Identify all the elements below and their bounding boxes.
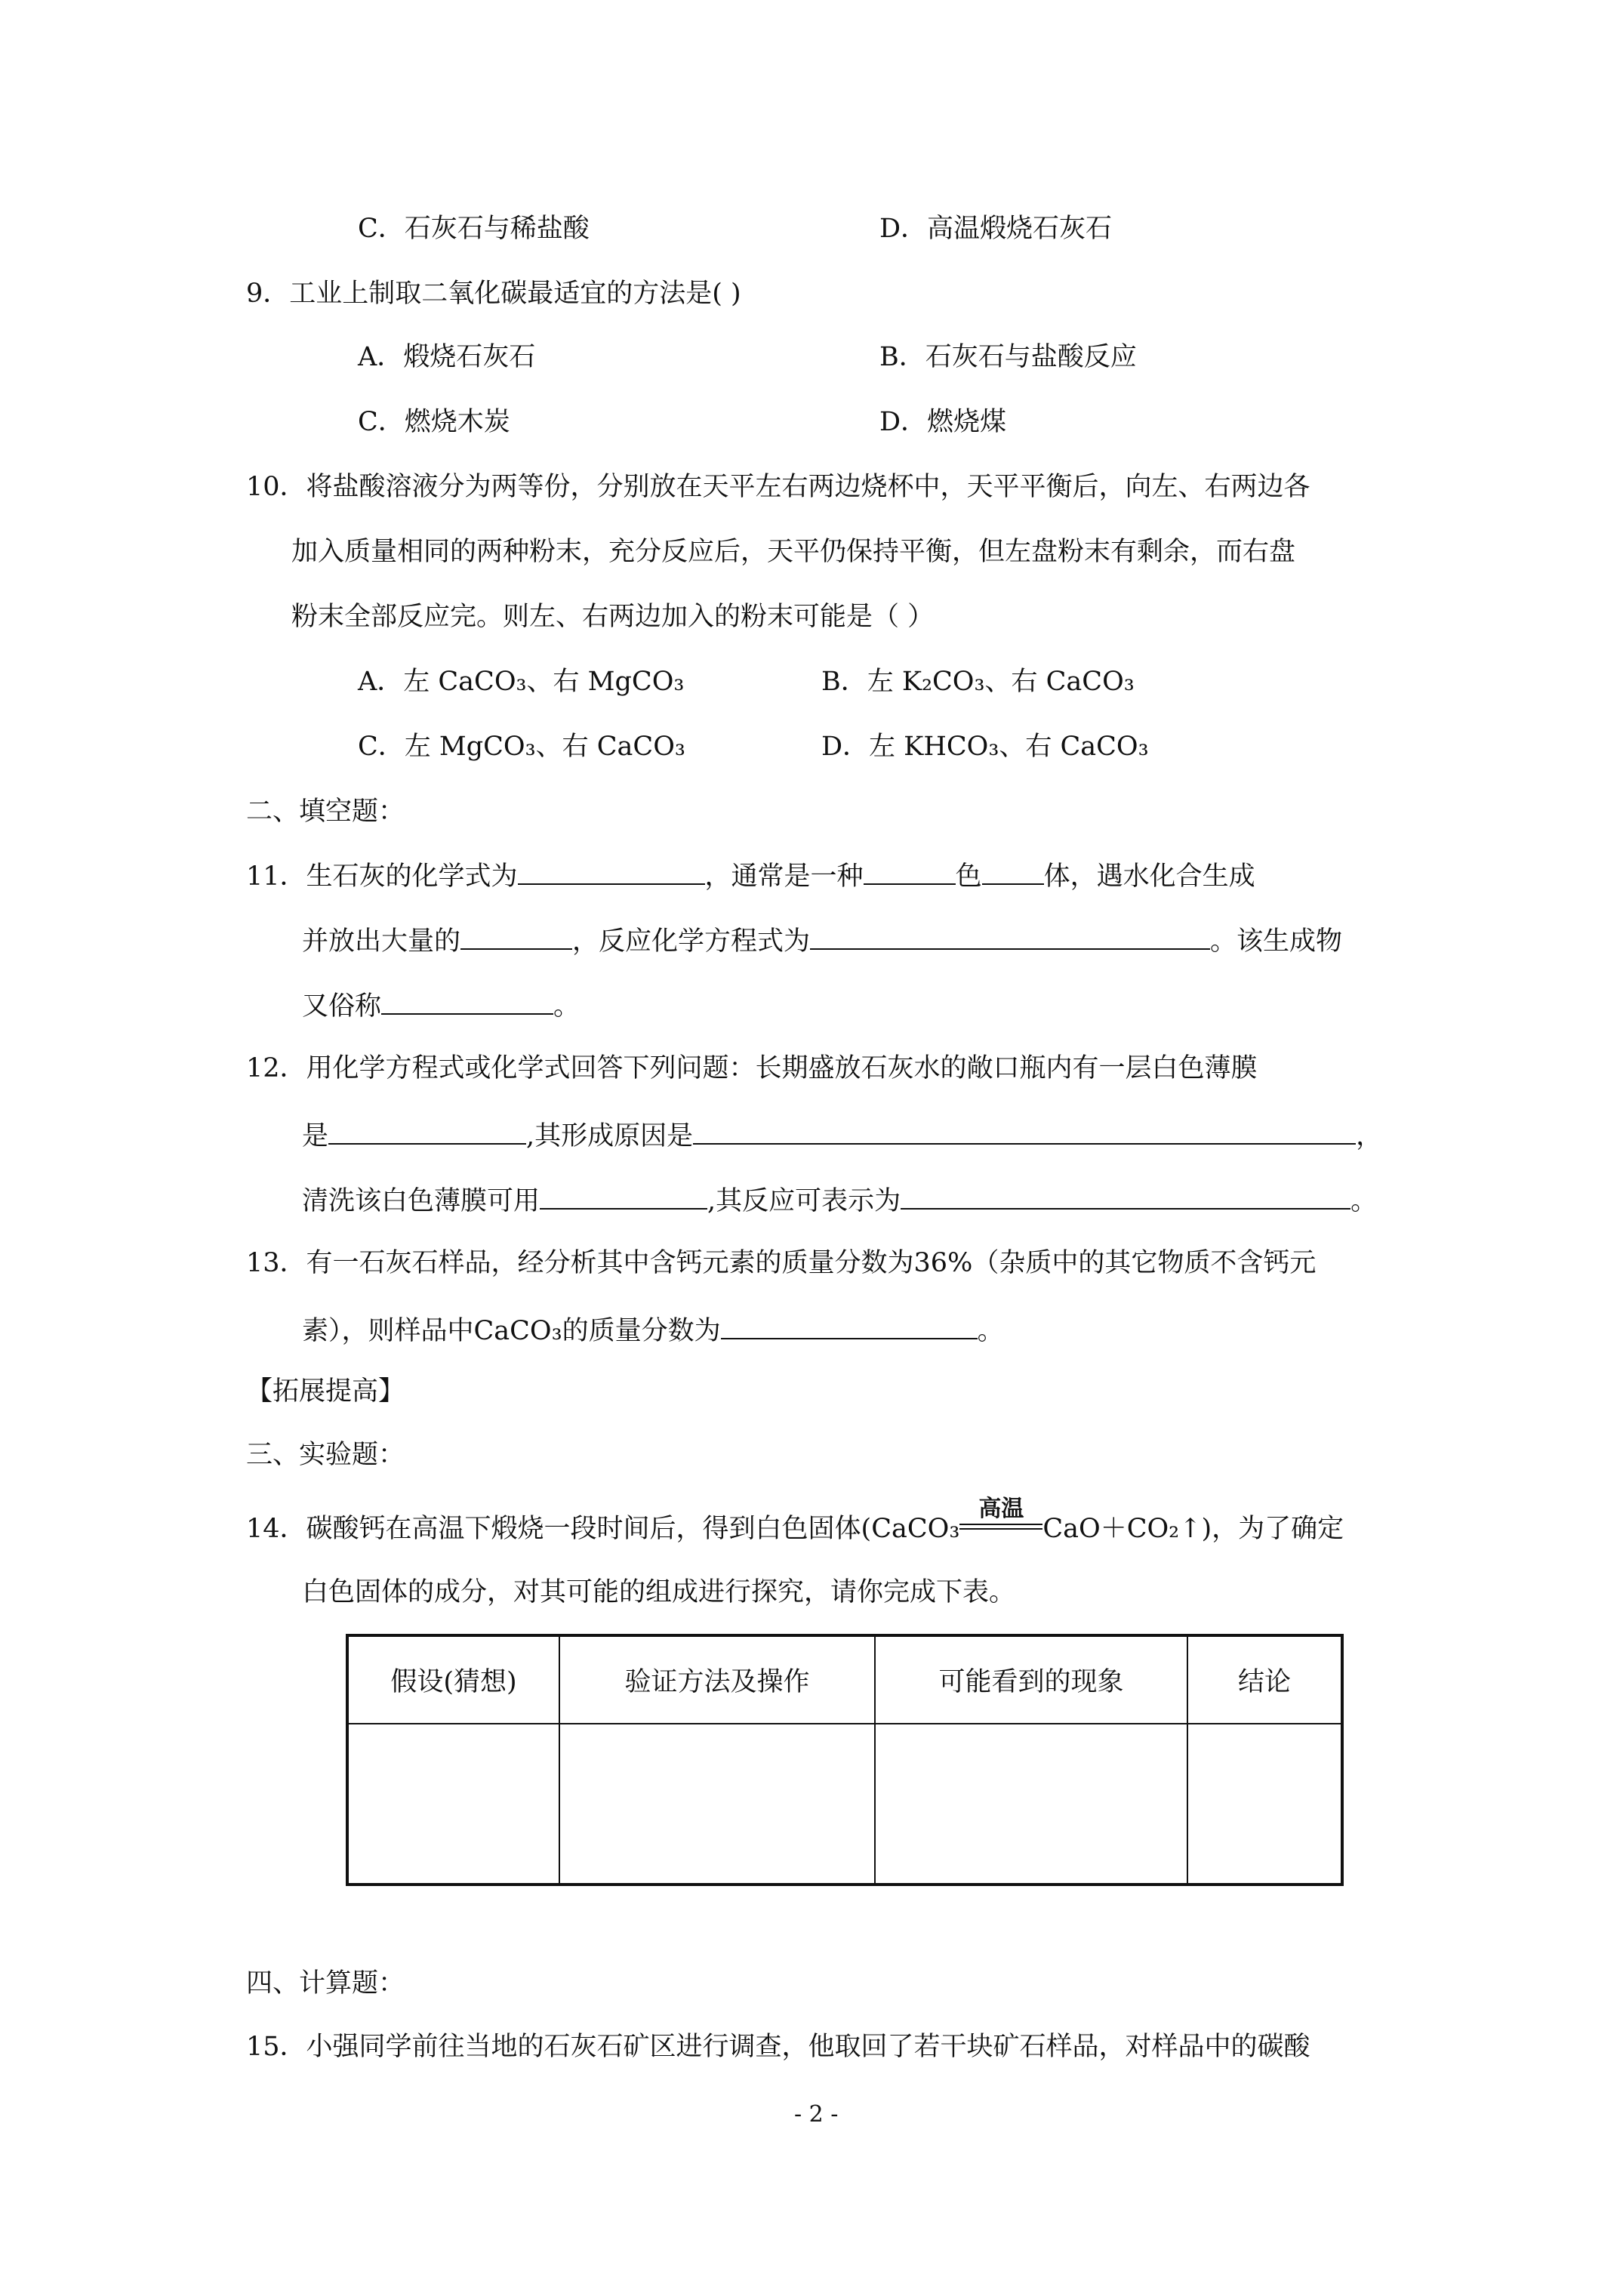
answer-blank[interactable] [328, 1120, 526, 1145]
answer-blank[interactable] [540, 1185, 707, 1210]
q12-text-1: 是 [302, 1121, 329, 1151]
q12-line3 [302, 1185, 1377, 1215]
q11-text-6: ，反应化学方程式为 [572, 926, 811, 957]
q9-stem: 9．工业上制取二氧化碳最适宜的方法是( ) [246, 279, 741, 309]
reaction-condition-arrow [959, 1496, 1042, 1537]
answer-blank[interactable] [982, 861, 1044, 885]
q9-option-c: C．燃烧木炭 [358, 407, 510, 437]
table-answer-cell[interactable] [559, 1724, 875, 1885]
q11-line2 [302, 926, 1342, 955]
q8-option-d: D．高温煅烧石灰石 [879, 214, 1113, 244]
q11-text-1: 11．生石灰的化学式为 [246, 861, 518, 892]
q9-option-d: D．燃烧煤 [879, 407, 1007, 437]
table-header-cell: 结论 [1187, 1635, 1342, 1724]
q14-text-1: 14．碳酸钙在高温下煅烧一段时间后，得到白色固体(CaCO₃ [246, 1514, 960, 1544]
section-fill-in-heading: 二、填空题： [246, 797, 405, 827]
table-answer-cell[interactable] [1187, 1724, 1342, 1885]
q12-text-6: 。 [1350, 1186, 1378, 1216]
table-header-cell: 假设(猜想) [347, 1635, 559, 1724]
section-experiment-heading: 三、实验题： [246, 1440, 405, 1470]
answer-blank[interactable] [460, 926, 572, 950]
table-row [347, 1724, 1342, 1885]
q14-line1 [246, 1496, 1344, 1544]
answer-blank[interactable] [693, 1120, 1356, 1145]
table-answer-cell[interactable] [347, 1724, 559, 1885]
q10-line3: 粉末全部反应完。则左、右两边加入的粉末可能是（ ） [291, 602, 935, 632]
q11-text-2: ，通常是一种 [704, 861, 864, 892]
answer-blank[interactable] [518, 861, 705, 885]
q11-line3 [302, 991, 580, 1020]
q13-text-1: 素），则样品中CaCO₃的质量分数为 [302, 1316, 721, 1346]
q12-line2 [302, 1120, 1382, 1150]
answer-blank[interactable] [864, 861, 956, 885]
q12-line1: 12．用化学方程式或化学式回答下列问题：长期盛放石灰水的敞口瓶内有一层白色薄膜 [246, 1053, 1258, 1083]
q9-option-a: A．煅烧石灰石 [358, 342, 536, 372]
table-header-cell: 可能看到的现象 [875, 1635, 1187, 1724]
table-header-cell: 验证方法及操作 [559, 1635, 875, 1724]
q13-line2 [302, 1315, 1004, 1345]
equation-rule [959, 1528, 1042, 1530]
table-answer-cell[interactable] [875, 1724, 1187, 1885]
experiment-table [346, 1634, 1344, 1886]
q12-text-3: ， [1356, 1121, 1383, 1151]
q8-option-c: C．石灰石与稀盐酸 [358, 214, 590, 244]
q15-line1: 15．小强同学前往当地的石灰石矿区进行调查，他取回了若干块矿石样品，对样品中的碳酸 [246, 2032, 1310, 2062]
extension-heading: 【拓展提高】 [246, 1376, 405, 1407]
table-header-row [347, 1635, 1342, 1724]
answer-blank[interactable] [901, 1185, 1350, 1210]
q10-option-c: C．左 MgCO₃、右 CaCO₃ [358, 732, 685, 762]
q14-line2: 白色固体的成分，对其可能的组成进行探究，请你完成下表。 [302, 1577, 1016, 1607]
q14-text-2: CaO＋CO₂↑)，为了确定 [1042, 1514, 1344, 1544]
q9-option-b: B．石灰石与盐酸反应 [879, 342, 1137, 372]
q13-text-2: 。 [977, 1316, 1004, 1346]
equation-rule [959, 1524, 1042, 1525]
q10-option-b: B．左 K₂CO₃、右 CaCO₃ [821, 667, 1135, 697]
q12-text-4: 清洗该白色薄膜可用 [302, 1186, 540, 1216]
q10-option-d: D．左 KHCO₃、右 CaCO₃ [821, 732, 1149, 762]
q11-text-7: 。该生成物 [1210, 926, 1343, 957]
q11-text-5: 并放出大量的 [302, 926, 461, 957]
q11-line1 [246, 861, 1255, 890]
q11-text-8: 又俗称 [302, 991, 382, 1022]
answer-blank[interactable] [721, 1315, 978, 1339]
q11-text-3: 色 [955, 861, 982, 892]
section-calculation-heading: 四、计算题： [246, 1968, 405, 1999]
page-number: - 2 - [794, 2101, 839, 2128]
q10-line1: 10．将盐酸溶液分为两等份，分别放在天平左右两边烧杯中，天平平衡后，向左、右两边各 [246, 472, 1310, 502]
q13-line1: 13．有一石灰石样品，经分析其中含钙元素的质量分数为36%（杂质中的其它物质不含钙元 [246, 1248, 1317, 1278]
q10-line2: 加入质量相同的两种粉末，充分反应后，天平仍保持平衡，但左盘粉末有剩余，而右盘 [291, 537, 1296, 567]
reaction-condition-label: 高温 [978, 1496, 1024, 1522]
answer-blank[interactable] [810, 926, 1210, 950]
q12-text-5: ,其反应可表示为 [707, 1186, 901, 1216]
q11-text-9: 。 [553, 991, 581, 1022]
q10-option-a: A．左 CaCO₃、右 MgCO₃ [358, 667, 685, 697]
answer-blank[interactable] [381, 991, 553, 1015]
q11-text-4: 体，遇水化合生成 [1043, 861, 1255, 892]
q12-text-2: ,其形成原因是 [526, 1121, 694, 1151]
